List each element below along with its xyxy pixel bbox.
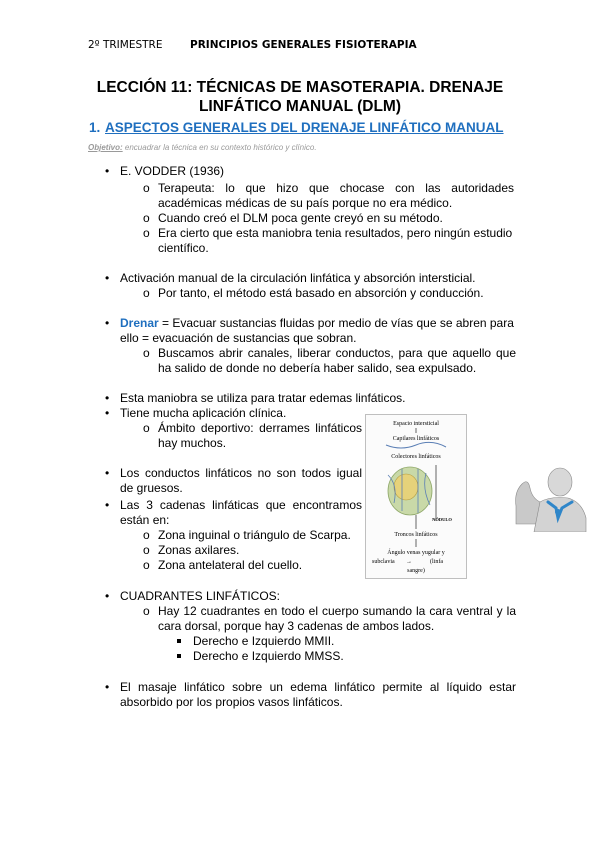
node-core (394, 474, 418, 500)
objective-label: Objetivo: (88, 143, 123, 152)
activacion-text: Activación manual de la circulación linfática y absorción intersticial. (120, 271, 476, 285)
cuadrantes-item-2: Derecho e Izquierdo MMSS. (193, 649, 344, 663)
cadenas-text: Las 3 cadenas linfáticas que encontramos están en: (120, 498, 362, 527)
cuadrantes-text: CUADRANTES LINFÁTICOS: (120, 589, 281, 603)
lymphatic-diagram (365, 414, 467, 579)
vodder-title: E. VODDER (1936) (120, 164, 225, 178)
square-bullet (177, 639, 181, 643)
capillary-line (386, 442, 446, 448)
label-linfa-2: sangre) (407, 568, 425, 574)
sub-marker: o (143, 181, 150, 195)
vodder-sub-1: Terapeuta: lo que hizo que chocase con las autoridades académicas médicas de su país porque no era médico. (158, 181, 514, 210)
bullet-marker: • (105, 164, 110, 178)
label-troncos: Troncos linfáticos (394, 532, 438, 538)
bullet-marker: • (105, 271, 110, 285)
maniobra-text: Esta maniobra se utiliza para tratar edemas linfáticos. (120, 391, 406, 405)
drenar-sub: Buscamos abrir canales, liberar conductos, para que aquello que ha salido de donde no debería haber salido, sea expulsado. (158, 346, 516, 375)
sub-marker: o (143, 558, 150, 572)
bullet-marker: • (105, 498, 110, 512)
cadenas-sub-3: Zona antelateral del cuello. (158, 558, 303, 572)
activacion-sub: Por tanto, el método está basado en absorción y conducción. (158, 286, 484, 300)
aplicacion-text: Tiene mucha aplicación clínica. (120, 406, 287, 420)
label-linfa-1: (linfa (430, 559, 443, 565)
head (548, 468, 572, 496)
header-term: 2º TRIMESTRE (88, 39, 163, 51)
objective-text: encuadrar la técnica en su contexto histórico y clínico. (122, 143, 317, 152)
drenar-term: Drenar (120, 316, 159, 330)
sub-marker: o (143, 528, 150, 542)
sub-marker: o (143, 226, 150, 240)
sub-marker: o (143, 346, 150, 360)
section-number: 1. (89, 120, 101, 135)
header-course: PRINCIPIOS GENERALES FISIOTERAPIA (190, 39, 417, 51)
objective (88, 143, 317, 152)
cuadrantes-item-1: Derecho e Izquierdo MMII. (193, 634, 335, 648)
label-nodulo: NÓDULO (432, 517, 452, 522)
bullet-marker: • (105, 589, 110, 603)
label-capilares: Capilares linfáticos (392, 436, 440, 442)
body-illustration (510, 462, 590, 532)
masaje-text: El masaje linfático sobre un edema linfático permite al líquido estar absorbido por los propios vasos linfáticos. (120, 680, 516, 709)
sub-marker: o (143, 543, 150, 557)
vodder-sub-3: Era cierto que esta maniobra tenia resultados, pero ningún estudio científico. (158, 226, 513, 255)
bullet-marker: • (105, 466, 110, 480)
cadenas-sub-1: Zona inguinal o triángulo de Scarpa. (158, 528, 351, 542)
section-title: ASPECTOS GENERALES DEL DRENAJE LINFÁTICO MANUAL (105, 120, 504, 135)
lymph-node-highlight (555, 509, 561, 515)
vodder-sub-2: Cuando creó el DLM poca gente creyó en su método. (158, 211, 443, 225)
cuadrantes-sub: Hay 12 cuadrantes en todo el cuerpo sumando la cara ventral y la cara dorsal, porque hay 3 cadenas de ambos lados. (158, 604, 516, 633)
sub-marker: o (143, 211, 150, 225)
label-angulo-2: subclavia (372, 559, 395, 565)
lesson-title (60, 78, 540, 116)
label-arrow: → (406, 559, 412, 565)
bullet-marker: • (105, 406, 110, 420)
bullet-marker: • (105, 391, 110, 405)
bullet-marker: • (105, 680, 110, 694)
cadenas-sub-2: Zonas axilares. (158, 543, 240, 557)
body-illustration-svg (510, 462, 590, 532)
aplicacion-sub: Ámbito deportivo: derrames linfáticos hay muchos. (158, 421, 362, 450)
drenar-def: = Evacuar sustancias fluidas por medio de vías que se abren para ello = evacuación de sustancias que sobran. (120, 316, 514, 345)
label-espacio: Espacio intersticial (393, 421, 439, 427)
square-bullet (177, 654, 181, 658)
lymphatic-diagram-svg (366, 415, 466, 578)
lesson-title-line2: LINFÁTICO MANUAL (DLM) (198, 98, 402, 115)
raised-arm (516, 482, 540, 524)
lesson-title-line1: LECCIÓN 11: TÉCNICAS DE MASOTERAPIA. DRENAJE (96, 79, 504, 96)
sub-marker: o (143, 286, 150, 300)
drenar-text (120, 316, 516, 346)
sub-marker: o (143, 421, 150, 435)
label-colectores: Colectores linfáticos (391, 454, 441, 460)
sub-marker: o (143, 604, 150, 618)
bullet-marker: • (105, 316, 110, 330)
label-angulo-1: Ángulo venas yugular y (387, 550, 445, 556)
conductos-text: Los conductos linfáticos no son todos igual de gruesos. (120, 466, 362, 495)
